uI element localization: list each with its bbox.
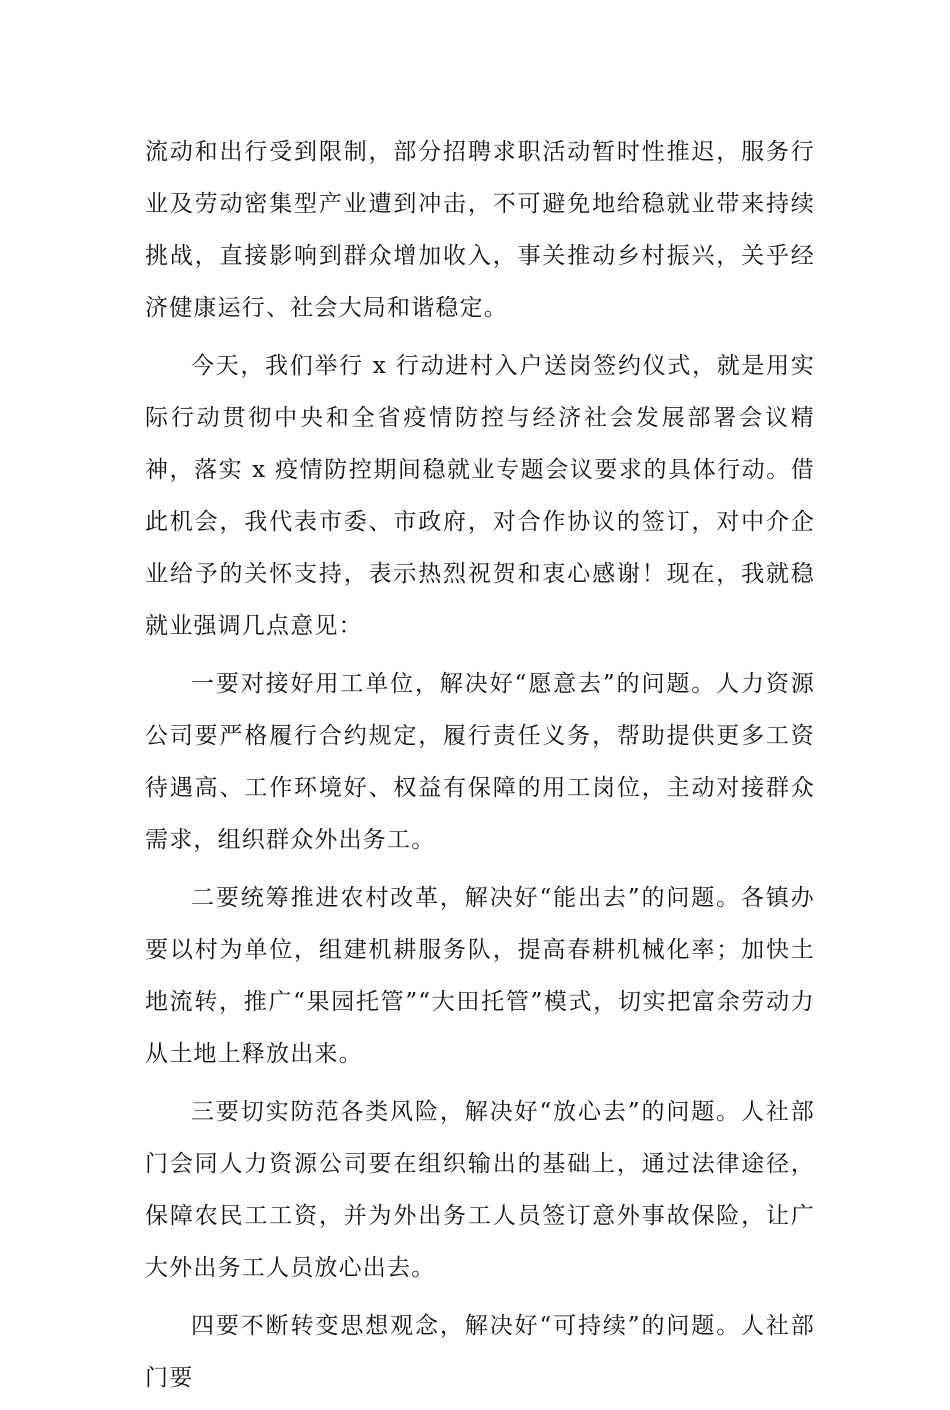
paragraph-ceremony: 今天，我们举行 x 行动进村入户送岗签约仪式，就是用实际行动贯彻中央和全省疫情防控与经济社会发展部署会议精神，落实 x 疫情防控期间稳就业专题会议要求的具体行动。借此机会，我代表市委、市政府，对合作协议的签订，对中介企业给予的关怀支持，表示热烈祝贺和衷心感谢！现在，我就稳就业强调几点意见： xyxy=(145,353,815,639)
paragraph-point-two: 二要统筹推进农村改革，解决好“能出去”的问题。各镇办要以村为单位，组建机耕服务队，提高春耕机械化率；加快土地流转，推广“果园托管”“大田托管”模式，切实把富余劳动力从土地上释放出来。 xyxy=(145,885,815,1067)
paragraph-continuation: 流动和出行受到限制，部分招聘求职活动暂时性推迟，服务行业及劳动密集型产业遭到冲击，不可避免地给稳就业带来持续挑战，直接影响到群众增加收入，事关推动乡村振兴，关乎经济健康运行、社会大局和谐稳定。 xyxy=(145,139,815,321)
document-page xyxy=(145,126,815,1410)
paragraph-point-three: 三要切实防范各类风险，解决好“放心去”的问题。人社部门会同人力资源公司要在组织输出的基础上，通过法律途径，保障农民工工资，并为外出务工人员签订意外事故保险，让广大外出务工人员放心出去。 xyxy=(145,1099,815,1281)
paragraph-point-four: 四要不断转变思想观念，解决好“可持续”的问题。人社部门要 xyxy=(145,1313,815,1391)
paragraph-point-one: 一要对接好用工单位，解决好“愿意去”的问题。人力资源公司要严格履行合约规定，履行责任义务，帮助提供更多工资待遇高、工作环境好、权益有保障的用工岗位，主动对接群众需求，组织群众外出务工。 xyxy=(145,671,815,853)
